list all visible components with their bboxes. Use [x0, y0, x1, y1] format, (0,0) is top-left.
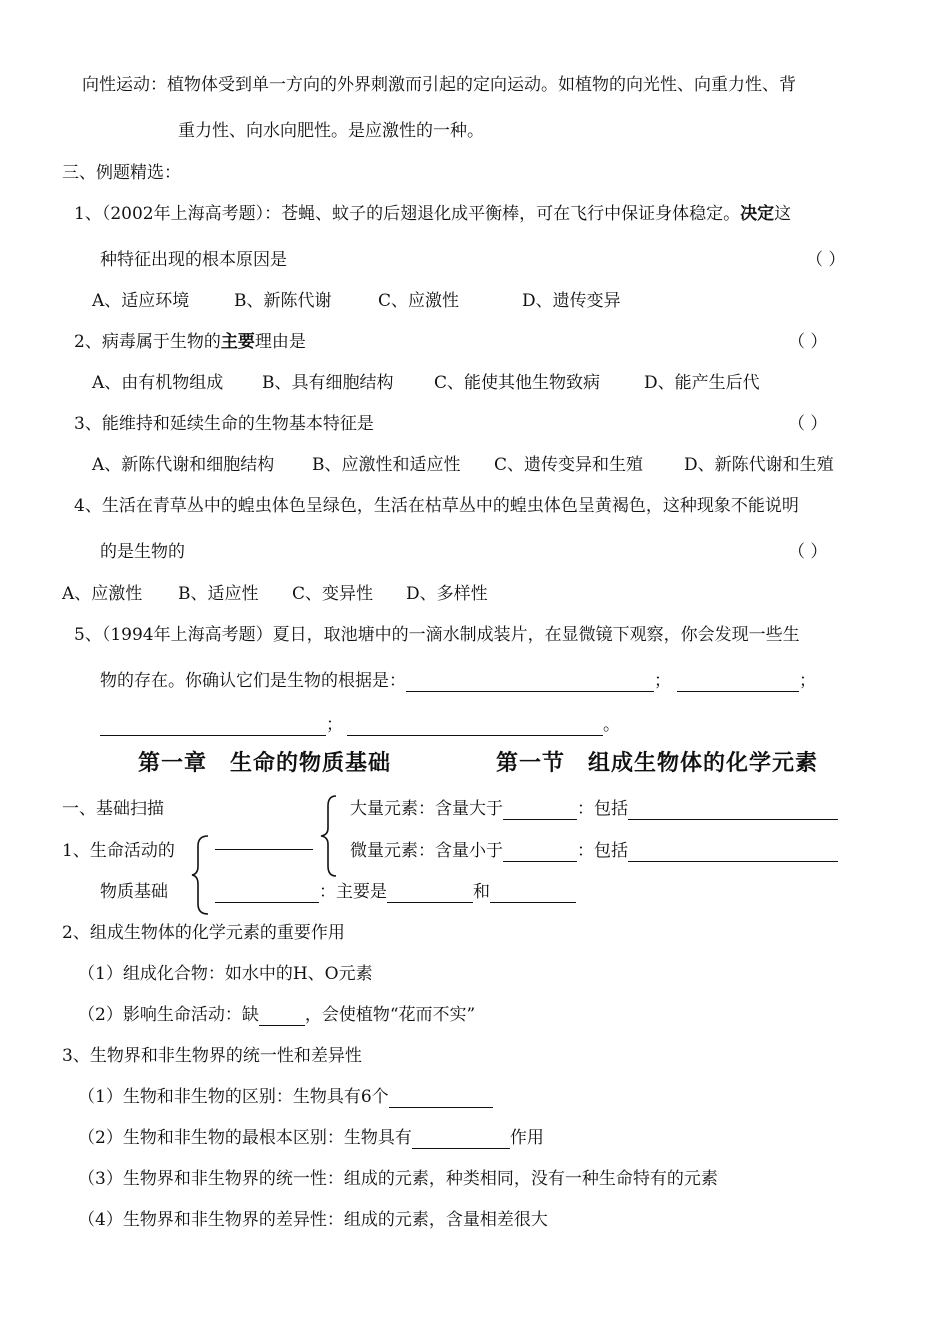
- macro-label: 大量元素：含量大于: [350, 799, 503, 819]
- q4-answer-paren: （ ）: [788, 542, 828, 562]
- q5-sep-2: ；: [799, 671, 816, 691]
- question-4-line-1: 4、生活在青草丛中的蝗虫体色呈绿色，生活在枯草丛中的蝗虫体色呈黄褐色，这种现象不能说明: [74, 496, 799, 516]
- tropism-line-1: 向性运动：植物体受到单一方向的外界刺激而引起的定向运动。如植物的向光性、向重力性、背: [82, 75, 796, 95]
- question-5-line-2: [100, 670, 816, 692]
- question-4-line-2: 的是生物的: [100, 542, 185, 562]
- q1-bold: 决定: [740, 204, 775, 224]
- compound-blank[interactable]: [215, 884, 319, 903]
- q5-blank-4[interactable]: [347, 717, 603, 736]
- q1-answer-paren: （ ）: [806, 250, 846, 270]
- q3-option-d: D、新陈代谢和生殖: [684, 455, 834, 475]
- q2-option-d: D、能产生后代: [644, 373, 760, 393]
- item2-point-2: [78, 1004, 475, 1026]
- section-heading-examples: 三、例题精选：: [62, 163, 181, 183]
- q3-option-a: A、新陈代谢和细胞结构: [92, 455, 275, 475]
- q2-answer-paren: （ ）: [788, 332, 828, 352]
- element-category-blank[interactable]: [215, 849, 313, 850]
- item3-point-1: [78, 1086, 493, 1108]
- item3-point-2: [78, 1127, 544, 1149]
- compound-and: 和: [473, 882, 490, 902]
- question-3: 3、能维持和延续生命的生物基本特征是: [74, 414, 374, 434]
- q5-blank-3[interactable]: [100, 717, 326, 736]
- item3-point-4: （4）生物界和非生物界的差异性：组成的元素，含量相差很大: [78, 1210, 548, 1230]
- q2-option-b: B、具有细胞结构: [262, 373, 394, 393]
- item3-point-3: （3）生物界和非生物界的统一性：组成的元素，种类相同，没有一种生命特有的元素: [78, 1169, 718, 1189]
- q5-blank-2[interactable]: [677, 673, 799, 692]
- section-title: 第一节 组成生物体的化学元素: [496, 750, 819, 776]
- q2-suffix: 理由是: [254, 332, 306, 352]
- q2-option-a: A、由有机物组成: [92, 373, 224, 393]
- item2-heading: 2、组成生物体的化学元素的重要作用: [62, 923, 345, 943]
- item3-heading: 3、生物界和非生物界的统一性和差异性: [62, 1046, 362, 1066]
- q1-option-d: D、遗传变异: [522, 291, 621, 311]
- q1-prefix: 1、（2002年上海高考题）：苍蝇、蚊子的后翅退化成平衡棒，可在飞行中保证身体稳定。: [74, 204, 741, 224]
- deficient-element-blank[interactable]: [259, 1007, 305, 1026]
- compound-main-1-blank[interactable]: [387, 884, 473, 903]
- q3-option-b: B、应激性和适应性: [312, 455, 461, 475]
- q4-option-a: A、应激性: [62, 584, 143, 604]
- question-1-line-2: 种特征出现的根本原因是: [100, 250, 287, 270]
- micro-list-blank[interactable]: [628, 843, 838, 862]
- fundamental-difference-blank[interactable]: [412, 1130, 510, 1149]
- q4-option-d: D、多样性: [406, 584, 488, 604]
- question-5-line-3: [100, 714, 620, 736]
- q3-answer-paren: （ ）: [788, 414, 828, 434]
- micro-label: 微量元素：含量小于: [350, 841, 503, 861]
- left-brace-icon: [190, 834, 212, 916]
- item2-p2-suffix: ，会使植物“花而不实”: [304, 1005, 476, 1025]
- right-brace-icon: [318, 794, 338, 878]
- q1-option-a: A、适应环境: [92, 291, 190, 311]
- q5-sep-1: ；: [654, 671, 671, 691]
- q1-option-c: C、应激性: [378, 291, 460, 311]
- micro-threshold-blank[interactable]: [503, 843, 577, 862]
- item3-p2-prefix: （2）生物和非生物的最根本区别：生物具有: [78, 1128, 412, 1148]
- q1-option-b: B、新陈代谢: [234, 291, 332, 311]
- item3-p2-suffix: 作用: [509, 1128, 544, 1148]
- question-2: [74, 331, 306, 353]
- macro-list-blank[interactable]: [628, 801, 838, 820]
- q3-option-c: C、遗传变异和生殖: [494, 455, 644, 475]
- compound-main-2-blank[interactable]: [490, 884, 576, 903]
- q4-option-c: C、变异性: [292, 584, 374, 604]
- question-1-line-1: [74, 203, 791, 225]
- micro-incl-label: ：包括: [577, 841, 628, 861]
- macro-elements-line: [350, 798, 838, 820]
- q2-prefix: 2、病毒属于生物的: [74, 332, 221, 352]
- q2-bold: 主要: [220, 332, 255, 352]
- chapter-title: 第一章 生命的物质基础: [138, 750, 392, 776]
- micro-elements-line: [350, 840, 838, 862]
- q5-blank-1[interactable]: [406, 673, 654, 692]
- macro-threshold-blank[interactable]: [503, 801, 577, 820]
- compound-mid: ：主要是: [319, 882, 387, 902]
- item2-p2-prefix: （2）影响生命活动：缺: [78, 1005, 259, 1025]
- q1-suffix: 这: [774, 204, 792, 224]
- tropism-line-2: 重力性、向水向肥性。是应激性的一种。: [178, 121, 484, 141]
- q2-option-c: C、能使其他生物致病: [434, 373, 601, 393]
- item2-point-1: （1）组成化合物：如水中的H、O元素: [78, 964, 373, 984]
- item3-p1-prefix: （1）生物和非生物的区别：生物具有6个: [78, 1087, 389, 1107]
- item1-label-line-1: 1、生命活动的: [62, 841, 175, 861]
- item1-label-line-2: 物质基础: [100, 882, 168, 902]
- features-blank[interactable]: [389, 1089, 493, 1108]
- question-5-line-1: 5、（1994年上海高考题）夏日，取池塘中的一滴水制成装片，在显微镜下观察，你会发现一些生: [74, 625, 800, 645]
- q4-option-b: B、适应性: [178, 584, 259, 604]
- basics-heading: 一、基础扫描: [62, 799, 164, 819]
- q5-end: 。: [603, 715, 620, 735]
- q5-lead: 物的存在。你确认它们是生物的根据是：: [100, 671, 406, 691]
- macro-incl-label: ：包括: [577, 799, 628, 819]
- compound-line: [215, 881, 576, 903]
- q5-sep-3: ；: [326, 715, 343, 735]
